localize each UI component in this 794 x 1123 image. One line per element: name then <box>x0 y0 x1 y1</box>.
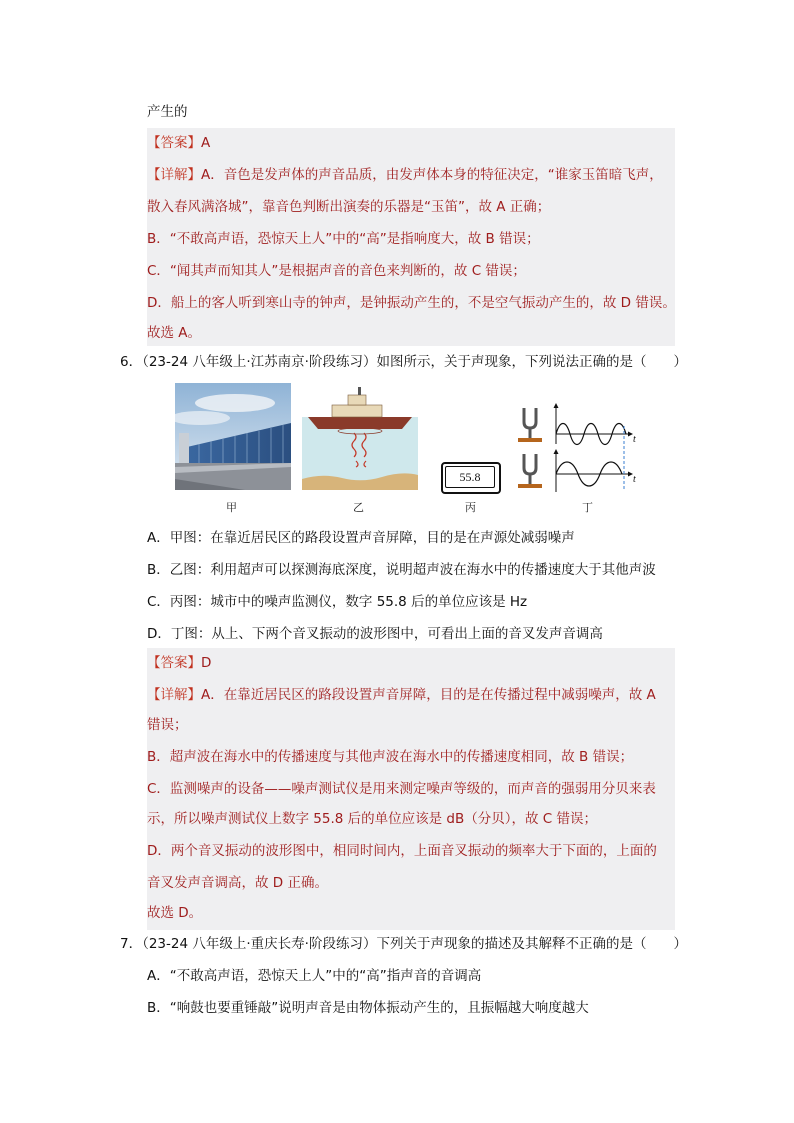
q7-stem <box>120 934 687 954</box>
q5-explain-line-6: 故选 A。 <box>147 325 202 341</box>
lead-text: 产生的 <box>147 104 188 120</box>
caption-ding: 丁 <box>582 501 593 514</box>
caption-jia: 甲 <box>226 501 237 514</box>
q6-stem <box>120 352 687 372</box>
q5-explain-line-5: D．船上的客人听到寒山寺的钟声，是钟振动产生的，不是空气振动产生的，故 D 错误。 <box>147 295 676 311</box>
q6-explain-line-7: 音叉发声音调高，故 D 正确。 <box>147 875 328 891</box>
q5-explain-line-3: B．“不敢高声语，恐惊天上人”中的“高”是指响度大，故 B 错误； <box>147 231 540 247</box>
q5-answer-block <box>147 128 675 346</box>
q6-explain-line-5: 示，所以噪声测试仪上数字 55.8 后的单位应该是 dB（分贝），故 C 错误； <box>147 811 598 827</box>
q5-explain-line-4: C．“闻其声而知其人”是根据声音的音色来判断的，故 C 错误； <box>147 263 526 279</box>
q6-explain-line-1 <box>147 685 656 705</box>
answer-value: A <box>201 135 211 151</box>
q5-explain-line-2: 散入春风满洛城”，靠音色判断出演奏的乐器是“玉笛”，故 A 正确； <box>147 199 551 215</box>
explain-tag: 【详解】 <box>147 167 201 183</box>
q6-answer-line <box>147 653 211 673</box>
answer-value: D <box>201 655 212 671</box>
q6-explain-line-8: 故选 D。 <box>147 905 203 921</box>
q6-explain-line-2: 错误； <box>147 717 188 733</box>
q6-explain-line-3: B．超声波在海水中的传播速度与其他声波在海水中的传播速度相同，故 B 错误； <box>147 749 634 765</box>
upper-axis-label: t <box>633 434 636 445</box>
q7-option-a: A．“不敢高声语，恐惊天上人”中的“高”指声音的音调高 <box>147 968 482 984</box>
question-number: 6． <box>120 354 143 370</box>
q6-option-a: A．甲图：在靠近居民区的路段设置声音屏障，目的是在声源处减弱噪声 <box>147 530 575 546</box>
caption-yi: 乙 <box>353 501 364 514</box>
q5-answer-line <box>147 133 210 153</box>
figure-bing-noise-meter <box>441 462 501 494</box>
q5-explain-line-1 <box>147 165 663 185</box>
answer-tag: 【答案】 <box>147 135 201 151</box>
explain-text: A．音色是发声体的声音品质，由发声体本身的特征决定，“谁家玉笛暗飞声， <box>201 167 663 183</box>
explain-text: A．在靠近居民区的路段设置声音屏障，目的是在传播过程中减弱噪声，故 A <box>201 687 656 703</box>
upper-tuning-fork-icon <box>518 408 542 442</box>
question-text: （23-24 八年级上·江苏南京·阶段练习）如图所示，关于声现象，下列说法正确的是（ ） <box>142 354 687 370</box>
figure-yi-ship-sonar <box>302 383 418 490</box>
q6-answer-block <box>147 648 675 930</box>
q6-option-c: C．丙图：城市中的噪声监测仪，数字 55.8 后的单位应该是 Hz <box>147 594 528 610</box>
sound-barrier-illustration <box>175 383 291 490</box>
question-text: （23-24 八年级上·重庆长寿·阶段练习）下列关于声现象的描述及其解释不正确的是（ ） <box>142 936 687 952</box>
explain-tag: 【详解】 <box>147 687 201 703</box>
lower-axis-label: t <box>633 474 636 485</box>
figure-jia-sound-barrier <box>175 383 291 490</box>
q6-option-b: B．乙图：利用超声可以探测海底深度，说明超声波在海水中的传播速度大于其他声波 <box>147 562 656 578</box>
q7-option-b: B．“响鼓也要重锤敲”说明声音是由物体振动产生的，且振幅越大响度越大 <box>147 1000 589 1016</box>
lower-tuning-fork-icon <box>518 454 542 488</box>
question-number: 7． <box>120 936 143 952</box>
q6-explain-line-6: D．两个音叉振动的波形图中，相同时间内，上面音叉振动的频率大于下面的，上面的 <box>147 843 657 859</box>
q6-explain-line-4: C．监测噪声的设备——噪声测试仪是用来测定噪声等级的，而声音的强弱用分贝来表 <box>147 781 656 797</box>
figure-ding-tuning-forks <box>512 402 648 496</box>
tuning-fork-waveforms <box>512 402 648 496</box>
caption-bing: 丙 <box>465 501 476 514</box>
meter-display: 55.8 <box>445 466 495 488</box>
q6-option-d: D．丁图：从上、下两个音叉振动的波形图中，可看出上面的音叉发声音调高 <box>147 626 603 642</box>
ship-sonar-illustration <box>302 383 418 490</box>
answer-tag: 【答案】 <box>147 655 201 671</box>
